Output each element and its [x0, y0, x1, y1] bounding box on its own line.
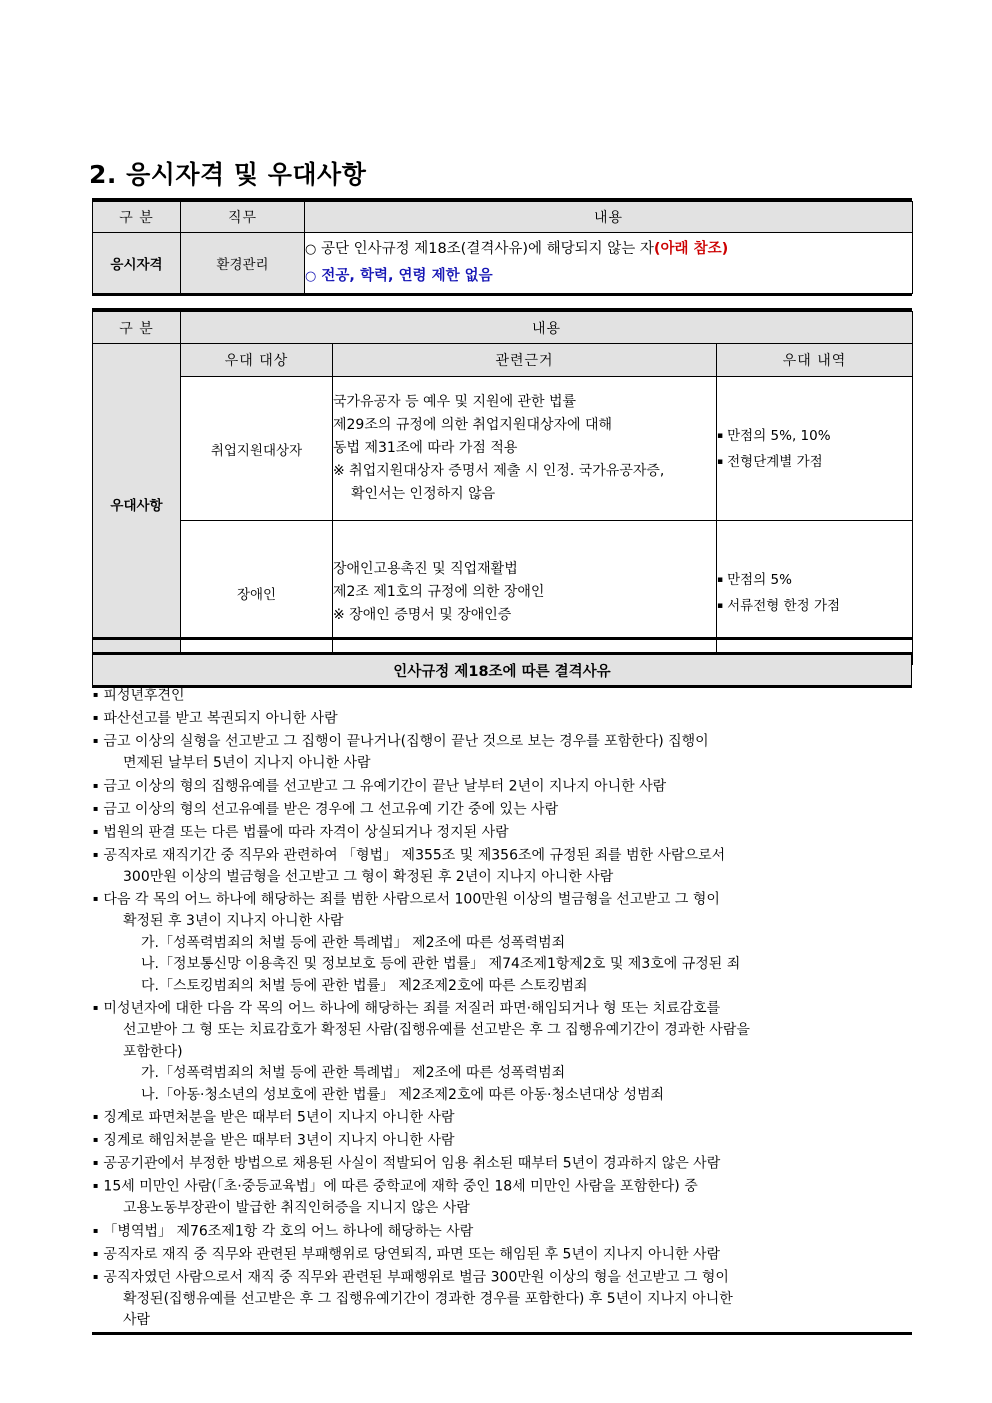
page-title: 2. 응시자격 및 우대사항	[89, 160, 367, 189]
list-item-text: 「병역법」 제76조제1항 각 호의 어느 하나에 해당하는 사람	[103, 1223, 474, 1239]
list-item-text: 다음 각 목의 어느 하나에 해당하는 죄를 범한 사람으로서 100만원 이상의 벌금형을 선고받고 그 형이	[103, 891, 720, 908]
th-benefit: 우대 내역	[717, 344, 913, 377]
circle-bullet-icon: ○	[305, 269, 317, 284]
cell-category-preference	[93, 344, 181, 665]
basis-line: 제2조 제1호의 규정에 의한 장애인	[333, 584, 545, 600]
table-row	[93, 312, 913, 344]
cell-eligibility-content	[305, 233, 913, 294]
list-item	[93, 1266, 911, 1332]
list-item-continuation: 300만원 이상의 벌금형을 선고받고 그 형이 확정된 후 2년이 지나지 아니한 사람	[123, 868, 614, 885]
eligibility-line-1-text: 공단 인사규정 제18조(결격사유)에 해당되지 않는 자	[320, 241, 654, 257]
list-item	[93, 775, 911, 798]
list-item	[93, 684, 911, 707]
circle-bullet-icon: ○	[305, 242, 317, 257]
table-row	[93, 202, 913, 233]
list-item	[93, 1220, 911, 1243]
cell-benefit-disabled	[717, 521, 913, 665]
basis-line: 확인서는 인정하지 않음	[351, 486, 496, 502]
table-row	[93, 687, 912, 1334]
basis-line: 장애인고용촉진 및 직업재활법	[333, 561, 518, 577]
basis-line: ※ 취업지원대상자 증명서 제출 시 인정. 국가유공자증,	[333, 463, 665, 479]
cell-target-disabled: 장애인	[181, 521, 333, 665]
th-category: 구 분	[93, 312, 181, 344]
list-sub-item: 나.「아동·청소년의 성보호에 관한 법률」 제2조제2호에 따른 아동·청소년대상 성범죄	[141, 1086, 665, 1103]
table-row	[93, 654, 912, 687]
basis-line: 제29조의 규정에 의한 취업지원대상자에 대해	[333, 417, 613, 433]
list-item-continuation: 면제된 날부터 5년이 지나지 아니한 사람	[123, 755, 371, 771]
list-item-continuation: 확정된 후 3년이 지나지 아니한 사람	[123, 913, 344, 929]
benefit-item: ▪ 서류전형 한정 가점	[717, 593, 912, 619]
preference-table	[92, 311, 913, 665]
cell-job-environment: 환경관리	[181, 233, 305, 294]
th-category: 구 분	[93, 202, 181, 233]
th-basis: 관련근거	[333, 344, 717, 377]
disqualification-table	[92, 652, 912, 1335]
list-item	[93, 798, 911, 821]
list-sub-item: 가.「성폭력범죄의 처벌 등에 관한 특례법」 제2조에 따른 성폭력범죄	[141, 934, 566, 951]
list-item-continuation: 확정된(집행유예를 선고받은 후 그 집행유예기간이 경과한 경우를 포함한다) 후 5년이 지나지 아니한	[123, 1290, 733, 1307]
benefit-item: ▪ 만점의 5%	[717, 567, 912, 593]
eligibility-line-2-text: 전공, 학력, 연령 제한 없음	[321, 268, 493, 284]
eligibility-line-1	[305, 236, 912, 263]
list-item-continuation: 선고받아 그 형 또는 치료감호가 확정된 사람(집행유예를 선고받은 후 그 집행유예기간이 경과한 사람을	[123, 1022, 750, 1038]
basis-line: 국가유공자 등 예우 및 지원에 관한 법률	[333, 394, 577, 410]
th-target: 우대 대상	[181, 344, 333, 377]
th-content: 내용	[181, 312, 913, 344]
table2-bottom-rule	[92, 637, 912, 640]
table-row	[93, 377, 913, 521]
disqualification-title: 인사규정 제18조에 따른 결격사유	[93, 654, 912, 687]
cell-category-preference-label: 우대사항	[110, 498, 163, 514]
cell-basis-veteran	[333, 377, 717, 521]
list-item-text: 공직자로 재직기간 중 직무와 관련하여 「형법」 제355조 및 제356조에 규정된 죄를 범한 사람으로서	[103, 847, 726, 863]
list-item	[93, 1175, 911, 1220]
table1-bottom-rule	[92, 293, 912, 296]
list-sub-item: 나.「정보통신망 이용촉진 및 정보보호 등에 관한 법률」 제74조제1항제2호 및 제3호에 규정된 죄	[141, 956, 741, 972]
list-item	[93, 707, 911, 730]
list-item-text: 공직자로 재직 중 직무와 관련된 부패행위로 당연퇴직, 파면 또는 해임된 후 5년이 지나지 아니한 사람	[103, 1246, 721, 1262]
eligibility-table	[92, 201, 913, 294]
list-sub-item: 가.「성폭력범죄의 처벌 등에 관한 특례법」 제2조에 따른 성폭력범죄	[141, 1065, 566, 1081]
cell-basis-disabled	[333, 521, 717, 665]
th-job: 직무	[181, 202, 305, 233]
cell-target-veteran: 취업지원대상자	[181, 377, 333, 521]
list-item-text: 금고 이상의 형의 선고유예를 받은 경우에 그 선고유예 기간 중에 있는 사람	[103, 801, 559, 817]
basis-line: 동법 제31조에 따라 가점 적용	[333, 440, 518, 456]
list-item	[93, 821, 911, 844]
list-item-text: 금고 이상의 실형을 선고받고 그 집행이 끝나거나(집행이 끝난 것으로 보는 경우를 포함한다) 집행이	[103, 733, 709, 750]
list-item-text: 미성년자에 대한 다음 각 목의 어느 하나에 해당하는 죄를 저질러 파면·해임되거나 형 또는 치료감호를	[103, 1000, 721, 1017]
table-row	[93, 233, 913, 294]
cell-benefit-veteran	[717, 377, 913, 521]
list-item	[93, 730, 911, 775]
list-item	[93, 997, 911, 1106]
th-content: 내용	[305, 202, 913, 233]
list-item-continuation: 사람	[123, 1312, 151, 1328]
list-item	[93, 1152, 911, 1175]
disqualification-list	[93, 684, 911, 1332]
list-item-continuation: 고용노동부장관이 발급한 취직인허증을 지니지 않은 사람	[123, 1200, 470, 1216]
disqualification-body	[93, 687, 912, 1334]
list-item-text: 법원의 판결 또는 다른 법률에 따라 자격이 상실되거나 정지된 사람	[103, 824, 509, 840]
list-item	[93, 888, 911, 997]
benefit-item: ▪ 전형단계별 가점	[717, 449, 912, 475]
basis-line: ※ 장애인 증명서 및 장애인증	[333, 607, 512, 623]
table-row	[93, 521, 913, 665]
list-item	[93, 1129, 911, 1152]
cell-category-eligibility: 응시자격	[93, 233, 181, 294]
list-item-text: 징계로 해임처분을 받은 때부터 3년이 지나지 아니한 사람	[103, 1132, 455, 1149]
list-item-text: 징계로 파면처분을 받은 때부터 5년이 지나지 아니한 사람	[103, 1109, 455, 1126]
benefit-item: ▪ 만점의 5%, 10%	[717, 423, 912, 449]
list-item-text: 공직자였던 사람으로서 재직 중 직무와 관련된 부패행위로 벌금 300만원 이상의 형을 선고받고 그 형이	[103, 1269, 729, 1285]
eligibility-line-1-note: (아래 참조)	[653, 241, 729, 257]
list-item	[93, 844, 911, 889]
list-item-continuation: 포함한다)	[123, 1043, 183, 1060]
table-row	[93, 344, 913, 377]
list-item	[93, 1243, 911, 1266]
list-item-text: 파산선고를 받고 복권되지 아니한 사람	[103, 710, 338, 727]
eligibility-line-2	[305, 263, 912, 290]
list-item-text: 피성년후견인	[103, 687, 185, 704]
list-item-text: 15세 미만인 사람(「초·중등교육법」에 따른 중학교에 재학 중인 18세 미만인 사람을 포함한다) 중	[103, 1178, 698, 1195]
list-sub-item: 다.「스토킹범죄의 처벌 등에 관한 법률」 제2조제2호에 따른 스토킹범죄	[141, 977, 588, 994]
list-item-text: 금고 이상의 형의 집행유예를 선고받고 그 유예기간이 끝난 날부터 2년이 지나지 아니한 사람	[103, 778, 667, 794]
list-item	[93, 1106, 911, 1129]
list-item-text: 공공기관에서 부정한 방법으로 채용된 사실이 적발되어 임용 취소된 때부터 5년이 경과하지 않은 사람	[103, 1155, 721, 1172]
